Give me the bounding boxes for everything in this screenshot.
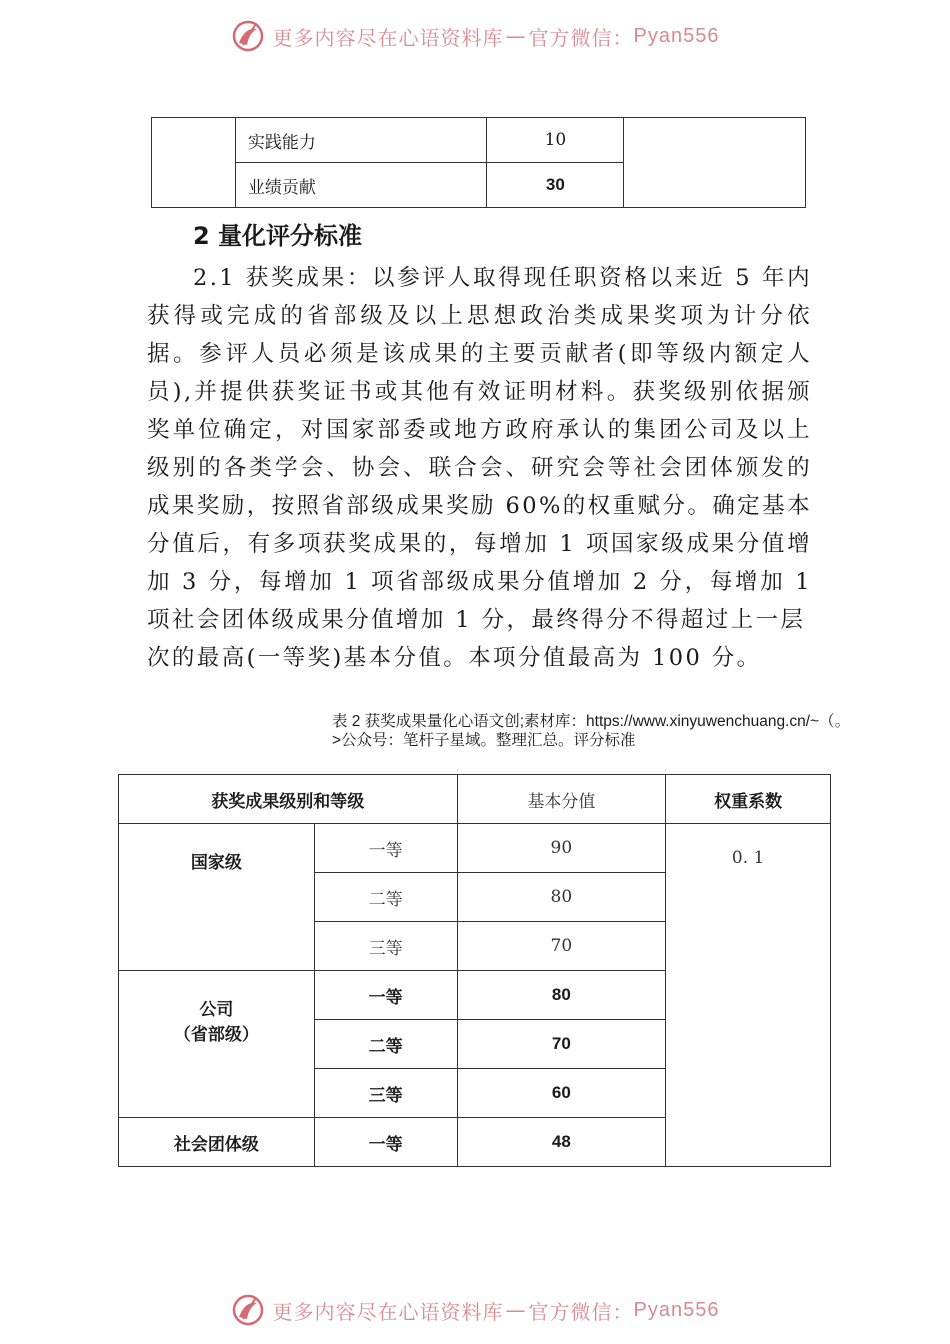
score-cell: 70 (457, 1020, 666, 1069)
empty-cell (624, 118, 806, 208)
score-cell: 60 (457, 1069, 666, 1118)
section-heading: 2 量化评分标准 (193, 222, 363, 250)
watermark-id: Pyan556 (633, 24, 720, 47)
table-header-row (119, 775, 831, 824)
paragraph-last-line: 次的最高(一等奖)基本分值。本项分值最高为 100 分。 (147, 645, 762, 671)
watermark-id: Pyan556 (633, 1298, 720, 1321)
watermark-text: 更多内容尽在心语资料库 (272, 1299, 504, 1324)
grade-cell: 一等 (314, 1118, 457, 1167)
grade-cell: 一等 (314, 824, 457, 873)
score-cell: 48 (457, 1118, 666, 1167)
group-company-subname: （省部级） (173, 1025, 259, 1045)
header-weight: 权重系数 (666, 775, 831, 824)
watermark-header (0, 16, 950, 56)
watermark-suffix: 官方微信： (528, 25, 634, 50)
watermark-dash: — (505, 24, 527, 48)
watermark-dash: — (505, 1298, 527, 1322)
grade-cell: 二等 (314, 1020, 457, 1069)
item-value: 10 (487, 118, 624, 163)
body-paragraph (147, 259, 812, 677)
group-company (119, 971, 315, 1118)
grade-cell: 三等 (314, 1069, 457, 1118)
weight-value: 0. 1 (666, 824, 831, 1167)
watermark-footer (0, 1290, 950, 1330)
empty-cell (152, 118, 236, 208)
item-value: 30 (487, 163, 624, 208)
brand-logo-icon (231, 1293, 265, 1327)
watermark-text: 更多内容尽在心语资料库 (272, 25, 504, 50)
item-label: 实践能力 (235, 118, 487, 163)
item-label: 业绩贡献 (235, 163, 487, 208)
brand-logo-icon (231, 19, 265, 53)
score-cell: 80 (457, 873, 666, 922)
header-level: 获奖成果级别和等级 (119, 775, 458, 824)
table-row (119, 824, 831, 873)
group-social: 社会团体级 (119, 1118, 315, 1167)
score-cell: 90 (457, 824, 666, 873)
grade-cell: 二等 (314, 873, 457, 922)
group-company-name: 公司 (199, 1000, 234, 1020)
score-cell: 80 (457, 971, 666, 1020)
table-caption: 表 2 获奖成果量化心语文创;素材库：https://www.xinyuwenchuang.cn/~（。>公众号：笔杆子星域。整理汇总。评分标准 (332, 713, 851, 749)
group-national: 国家级 (119, 824, 315, 971)
table-row (152, 118, 806, 163)
grade-cell: 三等 (314, 922, 457, 971)
header-base-score: 基本分值 (457, 775, 666, 824)
paragraph-text: 2.1 获奖成果：以参评人取得现任职资格以来近 5 年内获得或完成的省部级及以上思想政治类成果奖项为计分依据。参评人员必须是该成果的主要贡献者(即等级内额定人员),并提供获奖证书或其他有效证明材料。获奖级别依据颁奖单位确定，对国家部委或地方政府承认的集团公司及以上级别的各类学会、协会、联合会、研究会等社会团体颁发的成果奖励，按照省部级成果奖励 60%的权重赋分。确定基本分值后，有多项获奖成果的，每增加 1 项国家级成果分值增加 3 分，每增加 1 项省部级成果分值增加 2 分，每增加 1 项社会团体级成果分值增加 1 分，最终得分不得超过上一层 (147, 265, 812, 633)
grade-cell: 一等 (314, 971, 457, 1020)
score-cell: 70 (457, 922, 666, 971)
score-table-continuation (151, 117, 806, 208)
watermark-suffix: 官方微信： (528, 1299, 634, 1324)
award-score-table (118, 774, 831, 1167)
